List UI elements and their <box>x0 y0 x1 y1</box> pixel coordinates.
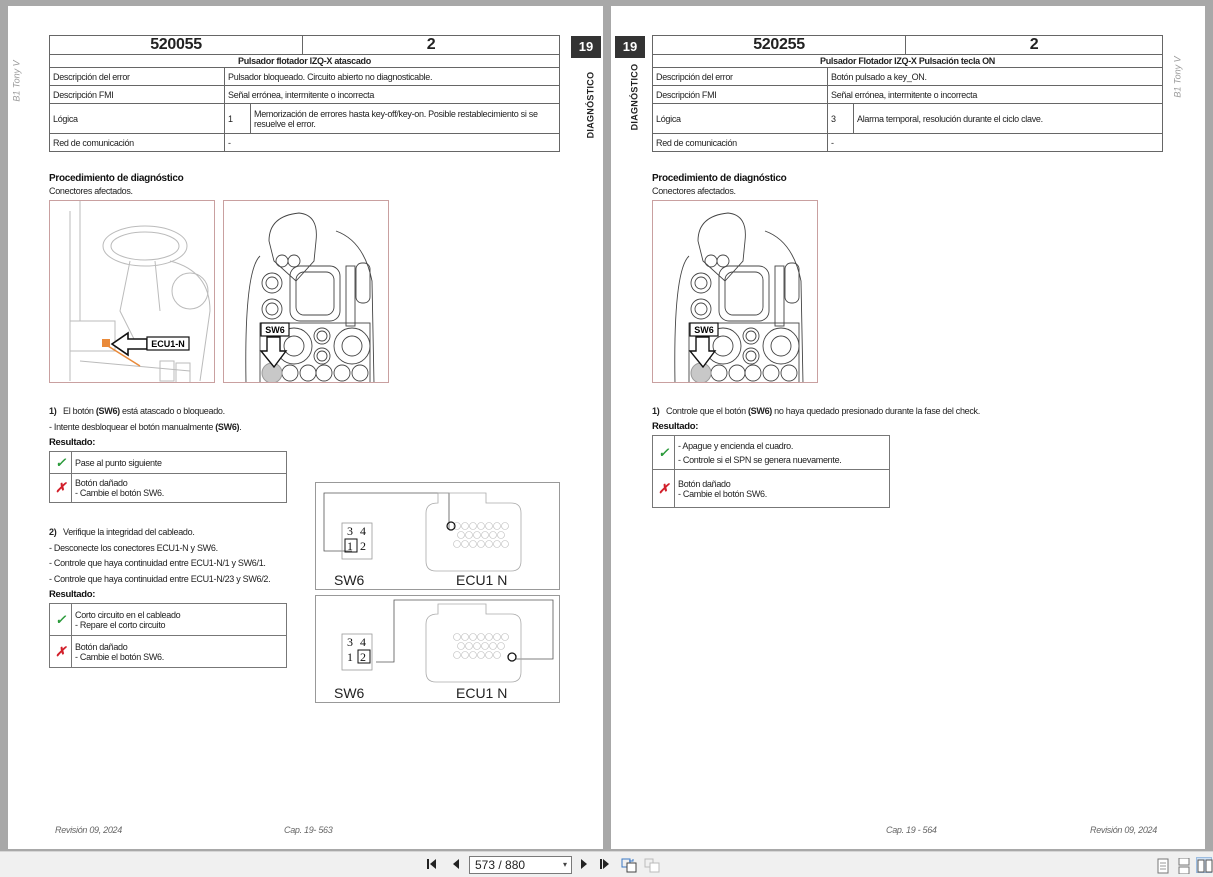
next-page-icon <box>578 857 590 871</box>
navigation-toolbar <box>0 851 1213 877</box>
chapter-name: DIAGNÓSTICO <box>629 63 640 131</box>
result-ok-text: Corto circuito en el cableado - Repare el corto circuito <box>72 604 287 636</box>
svg-text:ECU1-N: ECU1-N <box>151 339 185 349</box>
next-view-button[interactable] <box>644 857 660 873</box>
next-view-icon <box>644 857 660 873</box>
fmi-code: 2 <box>906 36 1163 55</box>
facing-pages-view-button[interactable] <box>1196 857 1212 873</box>
svg-text:2: 2 <box>360 539 366 553</box>
connector-diagram-icon <box>316 483 560 590</box>
control-panel-illustration-icon <box>224 201 389 383</box>
footer-revision: Revisión 09, 2024 <box>55 825 122 835</box>
value: Alarma temporal, resolución durante el ciclo clave. <box>854 104 1163 134</box>
chapter-name: DIAGNÓSTICO <box>585 71 596 139</box>
svg-text:1: 1 <box>347 650 353 664</box>
first-page-button[interactable] <box>426 857 440 873</box>
svg-text:ECU1 N: ECU1 N <box>456 572 508 588</box>
svg-text:3: 3 <box>347 524 353 538</box>
result-label: Resultado: <box>49 437 96 448</box>
error-title: Pulsador Flotador IZQ-X Pulsación tecla ON <box>653 55 1163 68</box>
result-ok-text: - Apague y encienda el cuadro. - Controle si el SPN se genera nuevamente. <box>675 436 890 470</box>
cross-icon: ✗ <box>50 636 72 668</box>
svg-text:4: 4 <box>360 524 366 538</box>
control-panel-figure <box>223 200 389 383</box>
fmi-code: 2 <box>303 36 560 55</box>
error-title: Pulsador flotador IZQ-X atascado <box>50 55 560 68</box>
prev-page-icon <box>450 857 462 871</box>
control-panel-illustration-icon <box>653 201 818 383</box>
label: Red de comunicación <box>50 134 225 152</box>
result-label: Resultado: <box>652 421 699 432</box>
single-page-icon <box>1155 858 1171 874</box>
cross-icon: ✗ <box>50 474 72 503</box>
result-table-2 <box>49 603 287 668</box>
check-icon: ✓ <box>50 604 72 636</box>
label: Descripción del error <box>653 68 828 86</box>
result-ko-text: Botón dañado - Cambie el botón SW6. <box>675 470 890 508</box>
side-label: B1 Tony V <box>1172 56 1183 98</box>
spn-code: 520255 <box>653 36 906 55</box>
svg-text:1: 1 <box>347 539 353 553</box>
logic-num: 3 <box>828 104 854 134</box>
cross-icon: ✗ <box>653 470 675 508</box>
facing-pages-icon <box>1197 858 1213 874</box>
dropdown-arrow-icon[interactable]: ▾ <box>562 860 567 869</box>
label: Lógica <box>653 104 828 134</box>
svg-text:2: 2 <box>360 650 366 664</box>
svg-text:SW6: SW6 <box>694 325 714 335</box>
value: Pulsador bloqueado. Circuito abierto no diagnosticable. <box>225 68 560 86</box>
error-table <box>652 35 1163 152</box>
last-page-button[interactable] <box>598 857 612 873</box>
page-number-input[interactable]: 573 / 880 ▾ <box>469 856 572 874</box>
step-1: 1) Controle que el botón (SW6) no haya quedado presionado durante la fase del check. <box>652 406 980 416</box>
continuous-page-icon <box>1176 858 1192 874</box>
svg-text:4: 4 <box>360 635 366 649</box>
footer-page-number: Cap. 19 - 564 <box>886 825 937 835</box>
step-2: 2) Verifique la integridad del cableado. - Desconecte los conectores ECU1-N y SW6. - Controle que haya continuidad entre ECU1-N/1 y SW6/1. - Controle que haya continuidad entre ECU1-N/23 y SW6/2. <box>49 527 271 584</box>
cab-figure <box>49 200 215 383</box>
value: Memorización de errores hasta key-off/key-on. Posible restablecimiento si se resuelve el error. <box>251 104 560 134</box>
check-icon: ✓ <box>50 452 72 474</box>
result-table-1 <box>652 435 890 508</box>
connector-diagram-icon <box>316 596 560 703</box>
svg-text:SW6: SW6 <box>334 685 365 701</box>
value: Señal errónea, intermitente o incorrecta <box>828 86 1163 104</box>
value: - <box>828 134 1163 152</box>
label: Descripción FMI <box>50 86 225 104</box>
first-page-icon <box>426 857 440 871</box>
result-label: Resultado: <box>49 589 96 600</box>
chapter-tab: 19 <box>571 36 601 58</box>
result-ko-text: Botón dañado - Cambie el botón SW6. <box>72 636 287 668</box>
cab-illustration-icon <box>50 201 215 383</box>
check-icon: ✓ <box>653 436 675 470</box>
footer-page-number: Cap. 19- 563 <box>284 825 333 835</box>
last-page-icon <box>598 857 612 871</box>
value: Señal errónea, intermitente o incorrecta <box>225 86 560 104</box>
left-page <box>8 6 603 849</box>
label: Descripción FMI <box>653 86 828 104</box>
logic-num: 1 <box>225 104 251 134</box>
procedure-subtitle: Conectores afectados. <box>652 186 736 196</box>
svg-text:SW6: SW6 <box>334 572 365 588</box>
footer-revision: Revisión 09, 2024 <box>1090 825 1157 835</box>
svg-text:3: 3 <box>347 635 353 649</box>
result-ok-text: Pase al punto siguiente <box>72 452 287 474</box>
label: Red de comunicación <box>653 134 828 152</box>
control-panel-figure <box>652 200 818 383</box>
svg-text:ECU1 N: ECU1 N <box>456 685 508 701</box>
result-table-1 <box>49 451 287 503</box>
next-page-button[interactable] <box>578 857 590 873</box>
label: Descripción del error <box>50 68 225 86</box>
result-ko-text: Botón dañado - Cambie el botón SW6. <box>72 474 287 503</box>
single-page-view-button[interactable] <box>1154 857 1170 873</box>
wiring-diagram-1 <box>315 482 560 590</box>
previous-view-button[interactable] <box>621 857 637 873</box>
right-page <box>611 6 1205 849</box>
chapter-tab: 19 <box>615 36 645 58</box>
svg-text:SW6: SW6 <box>265 325 285 335</box>
side-label: B1 Tony V <box>11 60 22 102</box>
continuous-view-button[interactable] <box>1175 857 1191 873</box>
procedure-title: Procedimiento de diagnóstico <box>652 173 787 184</box>
label: Lógica <box>50 104 225 134</box>
procedure-title: Procedimiento de diagnóstico <box>49 173 184 184</box>
error-table <box>49 35 560 152</box>
wiring-diagram-2 <box>315 595 560 703</box>
step-1: 1) El botón (SW6) está atascado o bloqueado. - Intente desbloquear el botón manualmente (SW6). <box>49 406 242 432</box>
value: Botón pulsado a key_ON. <box>828 68 1163 86</box>
previous-view-icon <box>621 857 637 873</box>
prev-page-button[interactable] <box>450 857 462 873</box>
value: - <box>225 134 560 152</box>
procedure-subtitle: Conectores afectados. <box>49 186 133 196</box>
spn-code: 520055 <box>50 36 303 55</box>
